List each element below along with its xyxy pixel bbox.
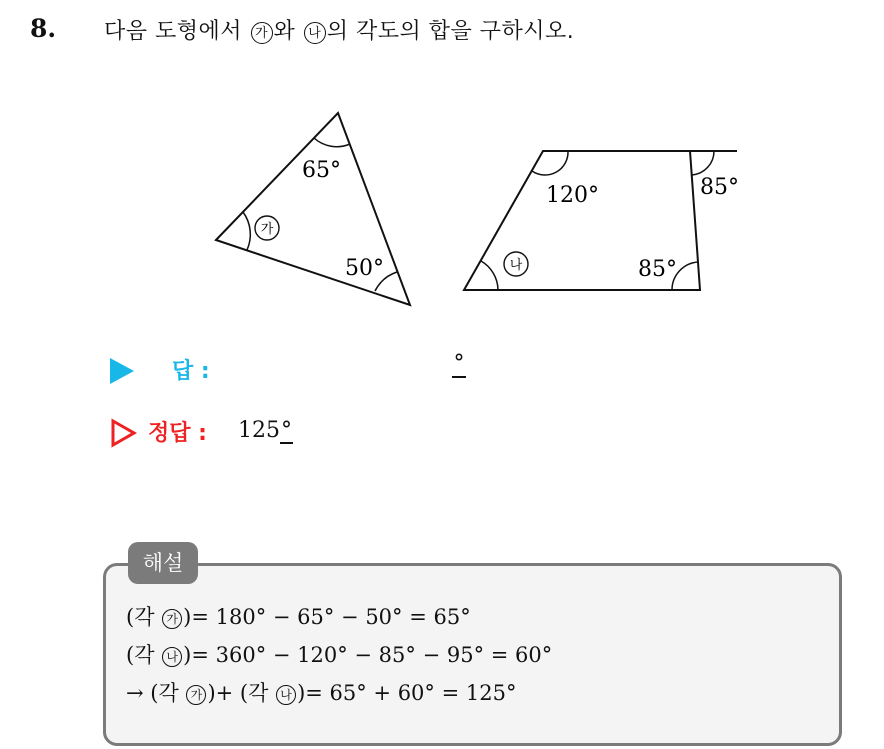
outline-triangle-icon <box>110 418 138 448</box>
circle-mark-ga: 가 <box>251 22 273 44</box>
solution-line-1-pre: (각 <box>126 605 162 629</box>
trapezoid-top-left-angle-arc <box>532 151 568 175</box>
filled-triangle-icon <box>110 358 134 384</box>
trapezoid-mark-na: 나 <box>509 258 523 273</box>
geometry-figure <box>0 0 884 340</box>
answer-row <box>110 352 510 392</box>
triangle-angle-bottom-label: 50° <box>345 256 384 281</box>
correct-answer-number: 125 <box>238 418 280 443</box>
solution-line-3-pre: → (각 <box>126 681 186 705</box>
question-text-mid: 와 <box>273 19 303 44</box>
correct-answer-value <box>238 418 293 444</box>
solution-line-2-mark-na: 나 <box>162 647 182 667</box>
correct-answer-label: 정답 : <box>148 421 207 446</box>
correct-answer-unit: ° <box>281 418 292 443</box>
solution-line-3-mark-ga: 가 <box>186 685 206 705</box>
solution-tab: 해설 <box>128 542 198 584</box>
solution-line-2-post: )= 360° − 120° − 85° − 95° = 60° <box>183 643 553 667</box>
answer-label: 답 : <box>172 359 210 384</box>
solution-line-3-post: )= 65° + 60° = 125° <box>297 681 517 705</box>
solution-line-1-mark-ga: 가 <box>162 609 182 629</box>
correct-answer-row <box>110 414 510 454</box>
trapezoid-angle-bottom-right-label: 85° <box>638 257 677 282</box>
solution-line-2-pre: (각 <box>126 643 162 667</box>
trapezoid-exterior-angle-arc <box>692 151 714 175</box>
triangle-angle-top-label: 65° <box>302 158 341 183</box>
circle-mark-na: 나 <box>304 22 326 44</box>
trapezoid-angle-exterior-label: 85° <box>700 175 739 200</box>
trapezoid-angle-top-left-label: 120° <box>546 183 599 208</box>
question-text-before: 다음 도형에서 <box>104 19 250 44</box>
solution-line-1-post: )= 180° − 65° − 50° = 65° <box>183 605 471 629</box>
answer-unit-blank[interactable]: ° <box>453 351 465 376</box>
question-text-after: 의 각도의 합을 구하시오. <box>326 19 575 44</box>
question-number: 8. <box>30 14 57 43</box>
triangle-left-angle-arc <box>243 212 250 250</box>
solution-line-3-mid: )+ (각 <box>207 681 276 705</box>
trapezoid-bottom-left-angle-arc <box>481 261 498 290</box>
solution-line-1 <box>126 598 552 636</box>
solution-lines <box>126 598 552 712</box>
solution-line-3 <box>126 674 552 712</box>
solution-line-2 <box>126 636 552 674</box>
solution-line-3-mark-na: 나 <box>276 685 296 705</box>
triangle-mark-ga: 가 <box>260 222 274 237</box>
triangle-top-angle-arc <box>314 138 350 147</box>
